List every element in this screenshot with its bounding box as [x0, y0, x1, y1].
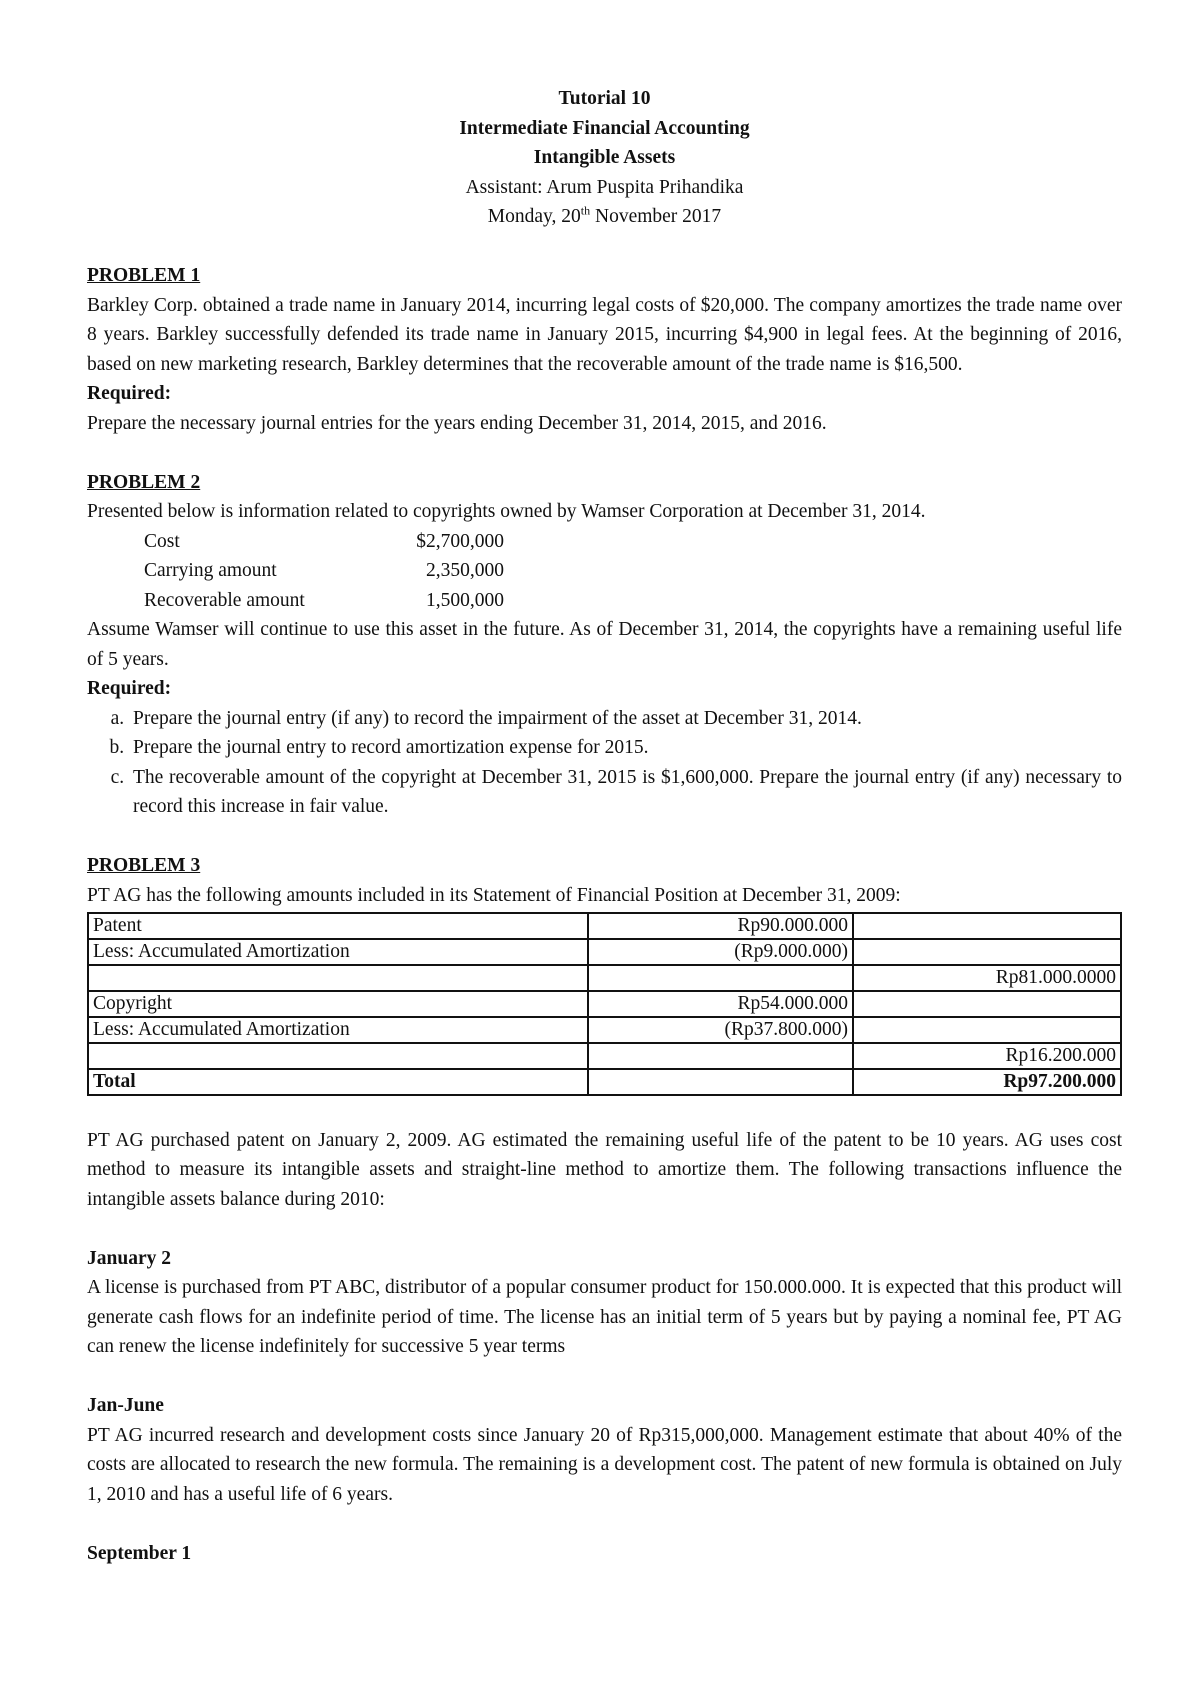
table-row [88, 1069, 1121, 1095]
problem2-required-list [87, 704, 1122, 822]
table-cell: Copyright [88, 991, 588, 1017]
topic-name: Intangible Assets [533, 147, 676, 168]
item-label: Recoverable amount [144, 589, 305, 611]
table-row [88, 1017, 1121, 1043]
required-item: b. Prepare the journal entry to record amortization expense for 2015. [129, 733, 1122, 763]
item-value: $2,700,000 [416, 530, 504, 552]
problem3-heading: PROBLEM 3 [87, 855, 201, 876]
problem2-item [87, 527, 1122, 557]
event-date: Jan-June [87, 1395, 164, 1416]
doc-title: Tutorial 10 [558, 88, 651, 109]
table-cell [853, 1017, 1121, 1043]
table-cell: Rp54.000.000 [588, 991, 853, 1017]
table-cell: Rp90.000.000 [588, 913, 853, 939]
table-cell: Rp16.200.000 [853, 1043, 1121, 1069]
date-suffix: November 2017 [590, 206, 722, 227]
assistant-name: Assistant: Arum Puspita Prihandika [465, 176, 744, 198]
item-label: Cost [144, 530, 180, 552]
item-value: 1,500,000 [426, 589, 504, 611]
item-label: Carrying amount [144, 560, 277, 581]
problem2-item [87, 586, 1122, 616]
table-row [88, 965, 1121, 991]
problem2-item [87, 556, 1122, 586]
item-value: 2,350,000 [426, 560, 504, 581]
table-cell [588, 1043, 853, 1069]
event-text: A license is purchased from PT ABC, distributor of a popular consumer product for 150.000.000. It is expected that this product will generate cash flows for an indefinite period of time. The license has an initial term of 5 years but by paying a nominal fee, PT AG can renew the license indefinitely for successive 5 year terms [87, 1277, 1122, 1357]
table-cell: Rp97.200.000 [853, 1069, 1121, 1095]
problem2-required-label: Required: [87, 678, 172, 699]
required-item: c. The recoverable amount of the copyright at December 31, 2015 is $1,600,000. Prepare the journal entry (if any) necessary to record this increase in fair value. [129, 763, 1122, 822]
table-cell [588, 965, 853, 991]
table-cell [588, 1069, 853, 1095]
table-row [88, 939, 1121, 965]
table-row [88, 991, 1121, 1017]
table-cell: Total [88, 1069, 588, 1095]
problem3-intro: PT AG has the following amounts included in its Statement of Financial Position at December 31, 2009: [87, 884, 901, 906]
problem1-heading: PROBLEM 1 [87, 265, 201, 286]
date-prefix: Monday, 20 [487, 206, 581, 227]
table-cell: (Rp37.800.000) [588, 1017, 853, 1043]
problem2-heading: PROBLEM 2 [87, 471, 201, 493]
table-cell [853, 939, 1121, 965]
table-row [88, 1043, 1121, 1069]
course-name: Intermediate Financial Accounting [459, 117, 750, 139]
table-cell: Patent [88, 913, 588, 939]
event-date: September 1 [87, 1542, 192, 1564]
problem1-required-label: Required: [87, 383, 172, 404]
problem1-required-text: Prepare the necessary journal entries for the years ending December 31, 2014, 2015, and 2016. [87, 412, 827, 434]
document-page [87, 84, 1122, 1568]
doc-date [87, 202, 1122, 232]
table-cell: (Rp9.000.000) [588, 939, 853, 965]
problem3-text: PT AG purchased patent on January 2, 2009. AG estimated the remaining useful life of the patent to be 10 years. AG uses cost method to measure its intangible assets and straight-line method to amortize them. The following transactions influence the intangible assets balance during 2010: [87, 1129, 1122, 1210]
required-item: a. Prepare the journal entry (if any) to record the impairment of the asset at December 31, 2014. [129, 704, 1122, 734]
financial-position-table [87, 912, 1122, 1096]
table-cell: Less: Accumulated Amortization [88, 1017, 588, 1043]
problem1-text: Barkley Corp. obtained a trade name in January 2014, incurring legal costs of $20,000. The company amortizes the trade name over 8 years. Barkley successfully defended its trade name in January 2015, incurring $4,900 in legal fees. At the beginning of 2016, based on new marketing research, Barkley determines that the recoverable amount of the trade name is $16,500. [87, 294, 1122, 375]
table-cell [853, 991, 1121, 1017]
table-cell [88, 965, 588, 991]
problem2-text: Assume Wamser will continue to use this asset in the future. As of December 31, 2014, the copyrights have a remaining useful life of 5 years. [87, 619, 1122, 670]
table-cell [853, 913, 1121, 939]
table-row [88, 913, 1121, 939]
event-text: PT AG incurred research and development costs since January 20 of Rp315,000,000. Management estimate that about 40% of the costs are allocated to research the new formula. The remaining is a development cost. The patent of new formula is obtained on July 1, 2010 and has a useful life of 6 years. [87, 1424, 1122, 1505]
table-cell: Less: Accumulated Amortization [88, 939, 588, 965]
table-cell: Rp81.000.0000 [853, 965, 1121, 991]
event-date: January 2 [87, 1247, 171, 1269]
date-sup: th [580, 203, 591, 218]
table-cell [88, 1043, 588, 1069]
problem2-intro: Presented below is information related to copyrights owned by Wamser Corporation at December 31, 2014. [87, 501, 926, 522]
